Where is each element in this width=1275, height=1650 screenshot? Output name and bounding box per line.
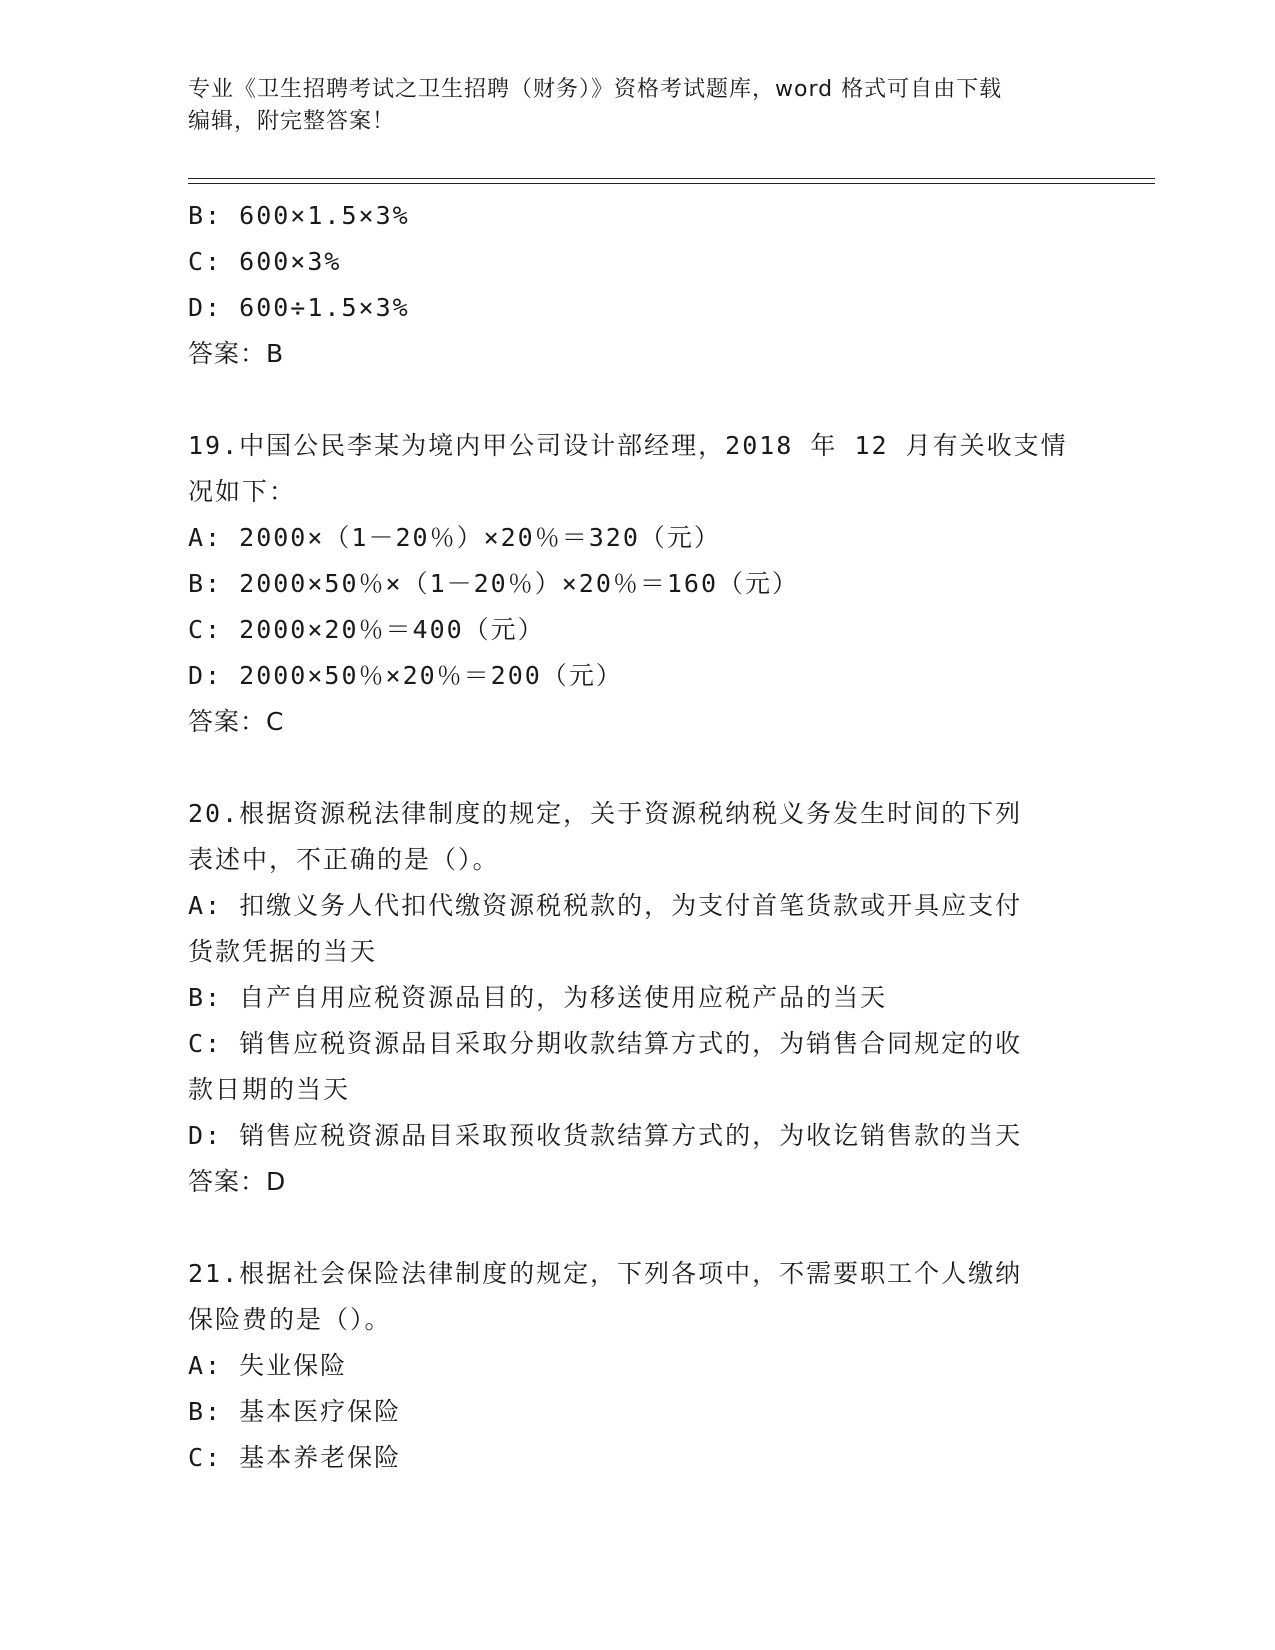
q20-stem-line-1: 20.根据资源税法律制度的规定，关于资源税纳税义务发生时间的下列: [188, 799, 1023, 828]
q18-answer: 答案：B: [188, 339, 285, 368]
q21-stem-line-1: 21.根据社会保险法律制度的规定，下列各项中，不需要职工个人缴纳: [188, 1259, 1023, 1288]
q19-answer: 答案：C: [188, 707, 285, 736]
header-rule-top: [188, 178, 1155, 179]
q21-option-c: C: 基本养老保险: [188, 1443, 402, 1472]
document-header: [188, 74, 1068, 138]
q19-option-a: A: 2000×（1－20％）×20％＝320（元）: [188, 523, 721, 552]
q18-option-b: B: 600×1.5×3%: [188, 201, 410, 230]
header-rule-bottom: [188, 183, 1155, 184]
q20-option-a-line-2: 货款凭据的当天: [188, 937, 378, 966]
q20-stem-line-2: 表述中，不正确的是（）。: [188, 845, 500, 874]
header-line-2: 编辑，附完整答案！: [188, 109, 396, 134]
q19-option-d: D: 2000×50％×20％＝200（元）: [188, 661, 623, 690]
q21-option-b: B: 基本医疗保险: [188, 1397, 402, 1426]
q19-option-c: C: 2000×20％＝400（元）: [188, 615, 545, 644]
q18-option-d: D: 600÷1.5×3%: [188, 293, 410, 322]
q20-option-b: B: 自产自用应税资源品目的，为移送使用应税产品的当天: [188, 983, 888, 1012]
question-21: [188, 1251, 1088, 1481]
q21-option-a: A: 失业保险: [188, 1351, 348, 1380]
q20-option-d: D: 销售应税资源品目采取预收货款结算方式的，为收讫销售款的当天: [188, 1121, 1023, 1150]
q19-option-b: B: 2000×50％×（1－20％）×20％＝160（元）: [188, 569, 800, 598]
q20-option-a-line-1: A: 扣缴义务人代扣代缴资源税税款的，为支付首笔货款或开具应支付: [188, 891, 1023, 920]
question-18: [188, 193, 1088, 377]
q19-stem-line-2: 况如下：: [188, 477, 297, 506]
spacer: [188, 1205, 1088, 1251]
header-line-1: 专业《卫生招聘考试之卫生招聘（财务）》资格考试题库，word 格式可自由下载: [188, 77, 1003, 102]
question-19: [188, 423, 1088, 745]
question-content: [188, 193, 1088, 1481]
spacer: [188, 745, 1088, 791]
q18-option-c: C: 600×3%: [188, 247, 342, 276]
q19-stem-line-1: 19.中国公民李某为境内甲公司设计部经理，2018 年 12 月有关收支情: [188, 431, 1068, 460]
q20-option-c-line-2: 款日期的当天: [188, 1075, 351, 1104]
spacer: [188, 377, 1088, 423]
question-20: [188, 791, 1088, 1205]
q20-option-c-line-1: C: 销售应税资源品目采取分期收款结算方式的，为销售合同规定的收: [188, 1029, 1023, 1058]
q20-answer: 答案：D: [188, 1167, 287, 1196]
q21-stem-line-2: 保险费的是（）。: [188, 1305, 392, 1334]
